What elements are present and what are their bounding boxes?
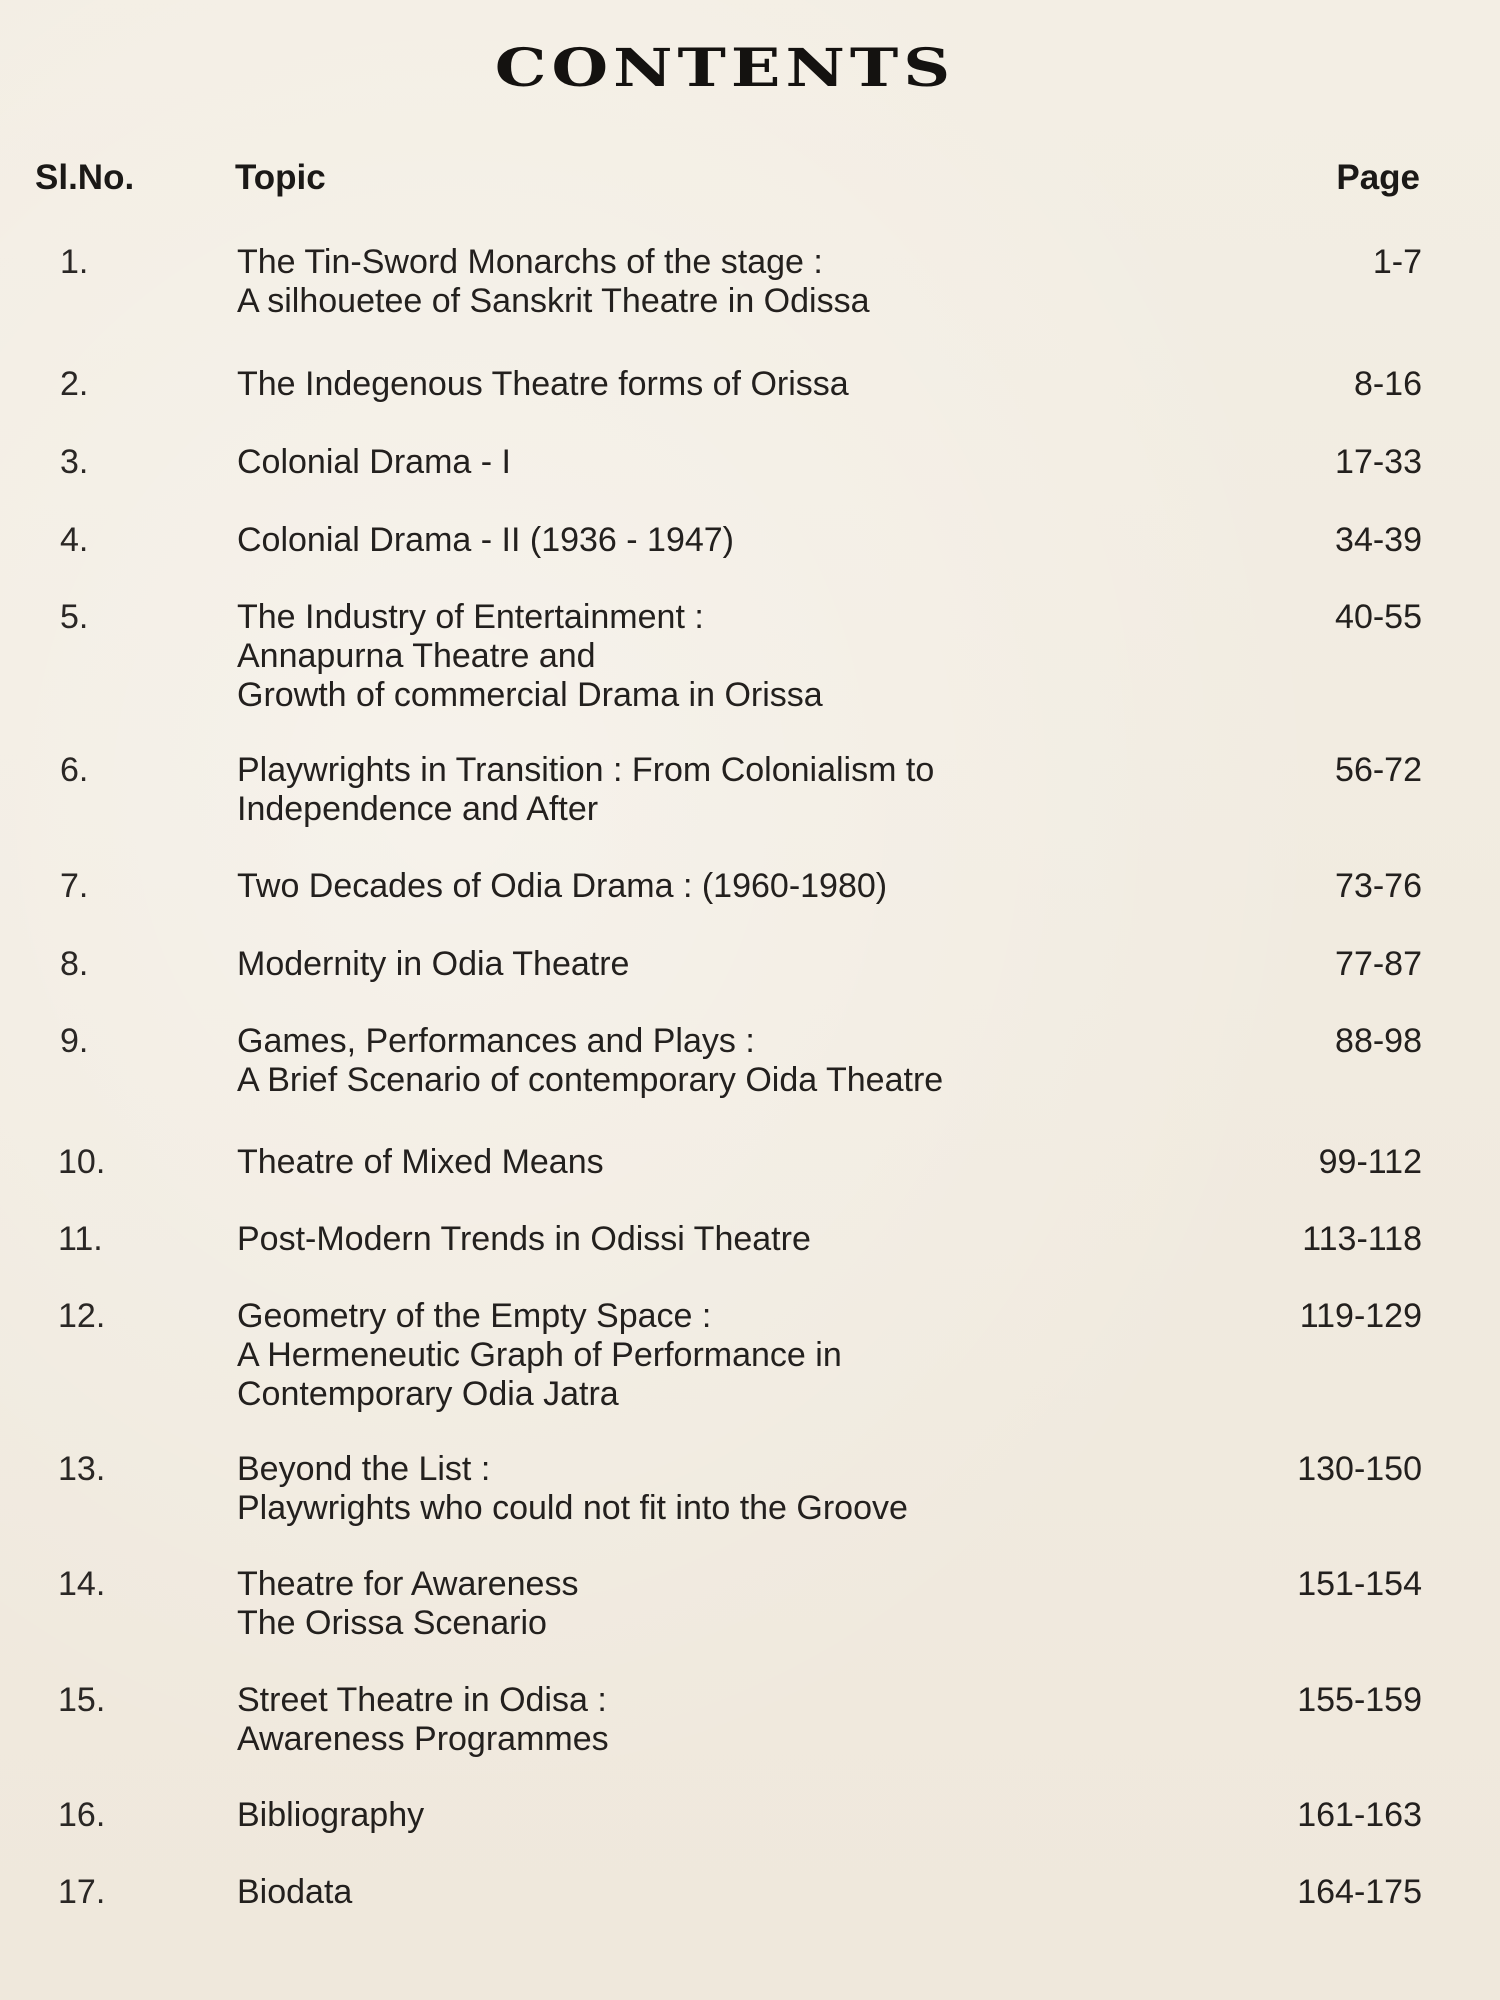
entry-topic — [237, 1681, 1237, 1759]
entry-pages: 164-175 — [1297, 1873, 1422, 1911]
entry-number: 4. — [60, 521, 89, 559]
entry-pages: 130-150 — [1297, 1450, 1422, 1488]
entry-topic — [237, 521, 1237, 560]
entry-topic-line: A Brief Scenario of contemporary Oida Theatre — [237, 1061, 944, 1099]
entry-number: 14. — [58, 1565, 106, 1603]
entry-number: 12. — [58, 1297, 106, 1335]
entry-pages: 40-55 — [1335, 598, 1422, 636]
entry-number: 10. — [58, 1143, 106, 1181]
entry-number: 5. — [60, 598, 89, 636]
entry-topic — [237, 365, 1237, 404]
entry-topic-line: Colonial Drama - I — [237, 443, 511, 481]
header-slno: Sl.No. — [35, 158, 135, 197]
entry-topic — [237, 1297, 1237, 1414]
entry-topic-line: Modernity in Odia Theatre — [237, 945, 630, 983]
entry-topic — [237, 443, 1237, 482]
entry-number: 1. — [60, 243, 89, 281]
entry-topic-line: Post-Modern Trends in Odissi Theatre — [237, 1220, 811, 1258]
entry-pages: 151-154 — [1297, 1565, 1422, 1603]
entry-number: 6. — [60, 751, 89, 789]
entry-topic-line: Contemporary Odia Jatra — [237, 1375, 619, 1413]
entry-topic-line: Two Decades of Odia Drama : (1960-1980) — [237, 867, 888, 905]
entry-topic-line: Biodata — [237, 1873, 353, 1911]
entry-pages: 99-112 — [1318, 1143, 1422, 1181]
entry-pages: 113-118 — [1302, 1220, 1422, 1258]
entry-number: 8. — [60, 945, 89, 983]
entry-topic — [237, 1022, 1237, 1100]
entry-number: 16. — [58, 1796, 106, 1834]
entry-topic — [237, 1450, 1237, 1528]
entry-topic-line: Beyond the List : — [237, 1450, 491, 1488]
entry-topic-line: Playwrights who could not fit into the Groove — [237, 1489, 908, 1527]
entry-topic-line: A silhouetee of Sanskrit Theatre in Odissa — [237, 282, 870, 320]
entry-pages: 17-33 — [1335, 443, 1422, 481]
entry-topic — [237, 751, 1237, 829]
entry-pages: 88-98 — [1335, 1022, 1422, 1060]
entry-topic — [237, 243, 1237, 321]
entry-topic-line: Theatre for Awareness — [237, 1565, 579, 1603]
entry-topic-line: Colonial Drama - II (1936 - 1947) — [237, 521, 735, 559]
entry-topic-line: The Indegenous Theatre forms of Orissa — [237, 365, 849, 403]
entry-pages: 1-7 — [1372, 243, 1422, 281]
entry-pages: 8-16 — [1353, 365, 1422, 403]
entry-pages: 56-72 — [1335, 751, 1422, 789]
entry-number: 9. — [60, 1022, 89, 1060]
entry-number: 3. — [60, 443, 89, 481]
entry-topic-line: Annapurna Theatre and — [237, 637, 596, 675]
entry-topic — [237, 1143, 1237, 1182]
entry-topic-line: Theatre of Mixed Means — [237, 1143, 604, 1181]
entry-topic-line: A Hermeneutic Graph of Performance in — [237, 1336, 842, 1374]
entry-topic — [237, 598, 1237, 715]
entry-topic — [237, 945, 1237, 984]
entry-topic — [237, 1220, 1237, 1259]
entry-topic-line: Games, Performances and Plays : — [237, 1022, 755, 1060]
entry-topic — [237, 1873, 1237, 1912]
entry-topic-line: Playwrights in Transition : From Colonialism to — [237, 751, 935, 789]
entry-topic-line: The Tin-Sword Monarchs of the stage : — [237, 243, 823, 281]
entry-pages: 161-163 — [1297, 1796, 1422, 1834]
entry-pages: 34-39 — [1335, 521, 1422, 559]
entry-pages: 77-87 — [1335, 945, 1422, 983]
entry-number: 7. — [60, 867, 89, 905]
entry-number: 2. — [60, 365, 89, 403]
entry-topic — [237, 867, 1237, 906]
entry-topic-line: Street Theatre in Odisa : — [237, 1681, 607, 1719]
entry-topic-line: Awareness Programmes — [237, 1720, 609, 1758]
header-page: Page — [1336, 158, 1420, 197]
entry-topic-line: Independence and After — [237, 790, 599, 828]
entry-topic-line: Geometry of the Empty Space : — [237, 1297, 712, 1335]
entry-topic-line: The Orissa Scenario — [237, 1604, 547, 1642]
entry-topic-line: The Industry of Entertainment : — [237, 598, 704, 636]
entry-pages: 73-76 — [1335, 867, 1422, 905]
page-title: CONTENTS — [494, 38, 956, 99]
entry-number: 15. — [58, 1681, 106, 1719]
entry-number: 17. — [58, 1873, 106, 1911]
entry-topic — [237, 1565, 1237, 1643]
entry-topic-line: Bibliography — [237, 1796, 425, 1834]
header-topic: Topic — [235, 158, 326, 197]
entry-pages: 119-129 — [1299, 1297, 1422, 1335]
entry-number: 13. — [58, 1450, 106, 1488]
entry-topic — [237, 1796, 1237, 1835]
entry-number: 11. — [58, 1220, 103, 1258]
entry-topic-line: Growth of commercial Drama in Orissa — [237, 676, 823, 714]
entry-pages: 155-159 — [1297, 1681, 1422, 1719]
